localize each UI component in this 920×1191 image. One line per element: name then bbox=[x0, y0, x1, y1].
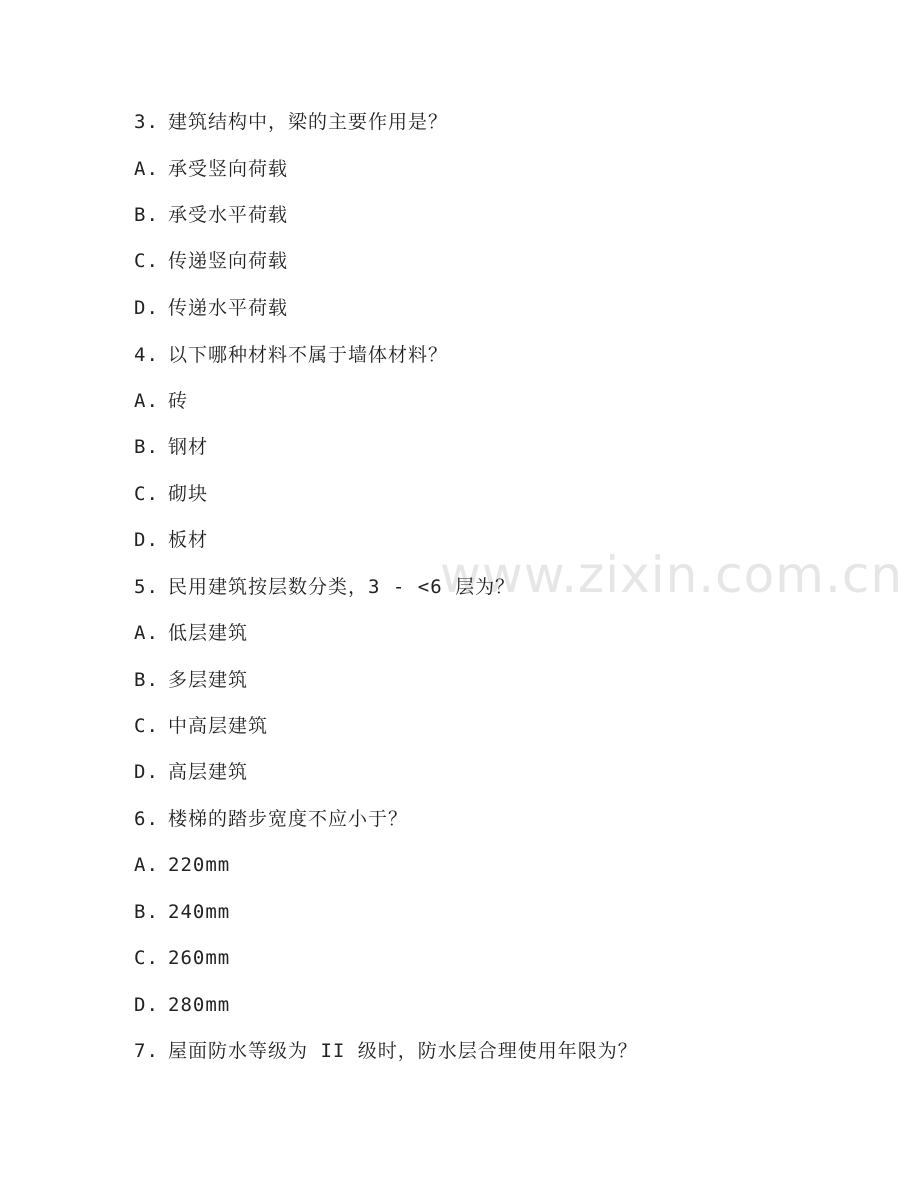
question-6 bbox=[134, 804, 408, 834]
option-d bbox=[134, 525, 208, 555]
option-letter: D. bbox=[134, 994, 159, 1016]
option-b bbox=[134, 432, 208, 462]
option-b bbox=[134, 200, 288, 230]
option-letter: A. bbox=[134, 622, 159, 644]
option-letter: A. bbox=[134, 854, 159, 876]
option-text: 传递水平荷载 bbox=[168, 297, 289, 319]
option-c bbox=[134, 711, 268, 741]
option-text: 低层建筑 bbox=[168, 622, 249, 644]
option-letter: B. bbox=[134, 669, 159, 691]
option-letter: B. bbox=[134, 901, 159, 923]
question-text: 民用建筑按层数分类，3 - <6 层为？ bbox=[168, 576, 516, 598]
question-text: 建筑结构中，梁的主要作用是？ bbox=[168, 111, 449, 133]
option-b bbox=[134, 665, 248, 695]
option-a bbox=[134, 154, 288, 184]
option-letter: D. bbox=[134, 297, 159, 319]
question-number: 3. bbox=[134, 111, 159, 133]
option-letter: C. bbox=[134, 715, 159, 737]
option-text: 220mm bbox=[168, 854, 231, 876]
option-letter: A. bbox=[134, 390, 159, 412]
option-text: 承受水平荷载 bbox=[168, 204, 289, 226]
option-b bbox=[134, 897, 230, 927]
question-number: 6. bbox=[134, 808, 159, 830]
option-text: 板材 bbox=[168, 529, 209, 551]
option-d bbox=[134, 990, 230, 1020]
option-text: 240mm bbox=[168, 901, 231, 923]
option-letter: B. bbox=[134, 204, 159, 226]
option-text: 承受竖向荷载 bbox=[168, 158, 289, 180]
option-text: 传递竖向荷载 bbox=[168, 250, 289, 272]
question-text: 以下哪种材料不属于墙体材料？ bbox=[168, 344, 449, 366]
question-5 bbox=[134, 572, 515, 602]
option-a bbox=[134, 850, 230, 880]
option-text: 砖 bbox=[168, 390, 189, 412]
option-letter: C. bbox=[134, 947, 159, 969]
option-text: 砌块 bbox=[168, 483, 209, 505]
option-c bbox=[134, 246, 288, 276]
watermark: www.zixin.com.cn bbox=[440, 546, 904, 604]
option-text: 260mm bbox=[168, 947, 231, 969]
question-text: 楼梯的踏步宽度不应小于？ bbox=[168, 808, 409, 830]
option-text: 中高层建筑 bbox=[168, 715, 269, 737]
option-letter: C. bbox=[134, 250, 159, 272]
option-text: 280mm bbox=[168, 994, 231, 1016]
option-letter: D. bbox=[134, 761, 159, 783]
option-a bbox=[134, 618, 248, 648]
option-d bbox=[134, 757, 248, 787]
option-text: 高层建筑 bbox=[168, 761, 249, 783]
option-a bbox=[134, 386, 188, 416]
option-text: 钢材 bbox=[168, 436, 209, 458]
option-c bbox=[134, 943, 230, 973]
question-text: 屋面防水等级为 II 级时，防水层合理使用年限为？ bbox=[168, 1040, 638, 1062]
question-number: 4. bbox=[134, 344, 159, 366]
option-letter: C. bbox=[134, 483, 159, 505]
question-4 bbox=[134, 340, 448, 370]
option-letter: B. bbox=[134, 436, 159, 458]
option-c bbox=[134, 479, 208, 509]
question-7 bbox=[134, 1036, 638, 1066]
option-text: 多层建筑 bbox=[168, 669, 249, 691]
question-3 bbox=[134, 107, 448, 137]
option-d bbox=[134, 293, 288, 323]
question-number: 7. bbox=[134, 1040, 159, 1062]
option-letter: D. bbox=[134, 529, 159, 551]
question-number: 5. bbox=[134, 576, 159, 598]
option-letter: A. bbox=[134, 158, 159, 180]
